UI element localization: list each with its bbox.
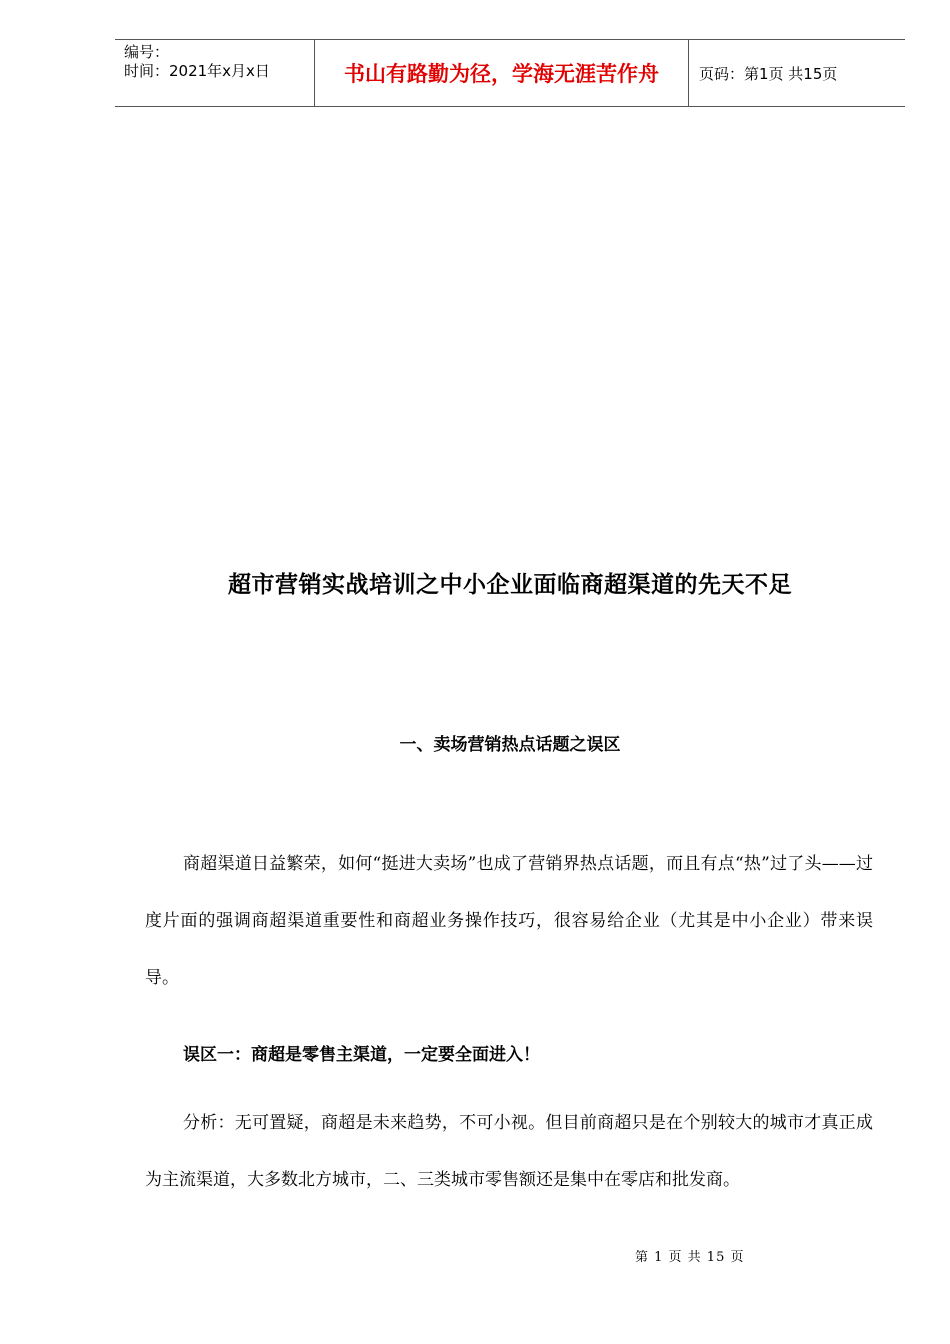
page-footer: 第 1 页 共 15 页 [635,1250,745,1265]
header-page-info: 页码：第1页 共15页 [699,64,838,83]
page-header [115,39,905,107]
document-time-label: 时间：2021年x月x日 [124,62,270,80]
document-title: 超市营销实战培训之中小企业面临商超渠道的先天不足 [228,571,792,598]
document-number-label: 编号： [124,43,170,61]
paragraph-analysis: 分析：无可置疑，商超是未来趋势，不可小视。但目前商超只是在个别较大的城市才真正成为主流渠道，大多数北方城市，二、三类城市零售额还是集中在零店和批发商。 [145,1113,873,1190]
paragraph-intro: 商超渠道日益繁荣，如何“挺进大卖场”也成了营销界热点话题，而且有点“热”过了头——过度片面的强调商超渠道重要性和商超业务操作技巧，很容易给企业（尤其是中小企业）带来误导。 [145,854,873,988]
section-heading: 一、卖场营销热点话题之误区 [399,735,621,755]
header-motto: 书山有路勤为径，学海无涯苦作舟 [315,40,689,106]
myth-heading: 误区一：商超是零售主渠道，一定要全面进入！ [183,1045,540,1065]
header-meta [115,40,315,106]
